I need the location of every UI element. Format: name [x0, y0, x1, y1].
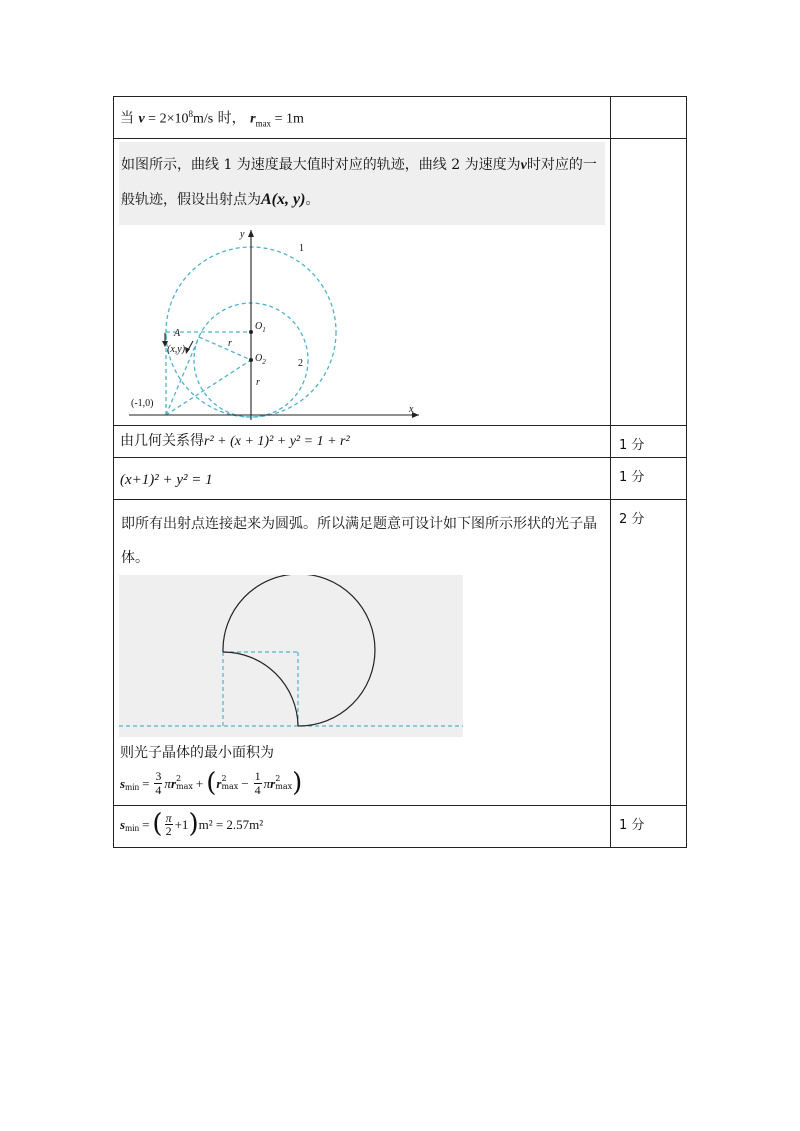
dash-origin-to-O2: [166, 360, 251, 415]
row6-right-paren: ): [188, 809, 199, 839]
row6-score: 1 分: [619, 818, 645, 833]
row3-formula: [114, 426, 610, 451]
row3-prefix: 由几何关系得: [120, 433, 204, 449]
label-origin: (-1,0): [131, 398, 154, 409]
label-y: y: [240, 229, 245, 240]
row2-text: [119, 142, 605, 225]
row6-score-cell: [611, 806, 687, 848]
point-O2: [249, 358, 253, 362]
row6-equals: =: [142, 816, 150, 832]
row5-score-cell: [611, 500, 687, 806]
dash-A-to-O2: [199, 337, 251, 360]
fraction-pi-2: $\frac{\pi}{2}$: [165, 810, 172, 839]
label-r1: r: [228, 338, 232, 349]
row1-score: [611, 97, 687, 139]
minus-sign: −: [241, 775, 249, 791]
row4-formula: [114, 458, 610, 489]
outer-arc: [223, 575, 375, 726]
y-axis-arrowhead: [248, 230, 254, 237]
row4-equation: (x+1)² + y² = 1: [120, 472, 213, 488]
trajectory-figure: [119, 225, 439, 425]
row6-s-subscript: min: [125, 823, 140, 834]
row2-line1-end: 时对应的一: [526, 157, 597, 173]
row2-line2-end: 。: [305, 192, 320, 208]
label-O2: $O_2$: [255, 353, 266, 366]
row3-score-cell: [611, 426, 687, 458]
row3-equation: r² + (x + 1)² + y² = 1 + r²: [204, 434, 350, 449]
area-formula: s $_{min}$ = $\frac{3}{4}$ π r 2 max + ( r 2 max − $\frac{1}{4}$ π r 2 max ): [120, 767, 303, 798]
row1-prefix: 当: [120, 110, 134, 127]
row6-s-symbol: s: [120, 816, 126, 832]
area-label: 则光子晶体的最小面积为: [120, 745, 274, 761]
fraction-3-4: $\frac{3}{4}$: [155, 769, 162, 797]
row6-left-paren: (: [152, 809, 163, 839]
label-O1: $O_1$: [255, 321, 266, 334]
v-symbol: v: [138, 111, 145, 127]
r-subscript: max: [255, 118, 272, 129]
row1-eq1: = 2×10: [144, 111, 189, 127]
right-paren: ): [292, 767, 303, 798]
row2-main: [114, 139, 611, 426]
row1-main: [114, 97, 611, 139]
s-subscript: min: [125, 781, 140, 792]
row3-main: [114, 426, 611, 458]
row1-formula: [114, 97, 610, 129]
label-A: A: [174, 328, 181, 339]
left-paren: (: [206, 767, 217, 798]
row2-score: [611, 139, 687, 426]
r-symbol: r: [250, 111, 256, 127]
r-symbol-1: r: [170, 775, 176, 791]
crystal-shape-figure: [119, 575, 463, 737]
row6-plus-one: +1: [174, 816, 189, 832]
row3-score: 1 分: [619, 438, 645, 453]
row5-score: 2 分: [619, 512, 645, 527]
row4-score: 1 分: [619, 470, 645, 485]
label-r2: r: [256, 377, 260, 388]
label-curve-1: 1: [299, 243, 304, 254]
row2-v-symbol: v: [520, 158, 527, 173]
row2-line1: 如图所示，曲线 1 为速度最大值时对应的轨迹，曲线 2 为速度为: [121, 157, 521, 173]
inner-quarter-arc: [223, 652, 298, 726]
row4-main: [114, 458, 611, 500]
r-symbol-2: r: [216, 775, 222, 791]
point-O1: [249, 330, 253, 334]
row4-score-cell: [611, 458, 687, 500]
row5-main: [114, 500, 611, 806]
answer-table: [113, 96, 687, 848]
row6-main: [114, 806, 611, 848]
r-symbol-3: r: [270, 775, 276, 791]
row6-formula: [114, 806, 610, 840]
row5-line2: 体。: [121, 550, 149, 566]
row6-result: m² = 2.57m²: [198, 816, 264, 832]
label-x: x: [409, 404, 414, 415]
fraction-1-4: $\frac{1}{4}$: [254, 769, 261, 797]
point-A-expression: A(x, y): [261, 191, 306, 208]
pi-symbol-2: π: [263, 775, 271, 791]
row5-text: [119, 503, 605, 575]
label-curve-2: 2: [298, 358, 303, 369]
equals-sign: =: [142, 775, 150, 791]
pi-symbol-1: π: [164, 775, 171, 791]
label-xy: (x,y): [167, 344, 186, 355]
plus-sign: +: [195, 775, 204, 791]
row1-unit: m/s: [192, 111, 214, 127]
row1-exponent: 8: [188, 109, 193, 119]
row5-line1: 即所有出射点连接起来为圆弧。所以满足题意可设计如下图所示形状的光子晶: [121, 516, 597, 532]
row2-line2: 般轨迹，假设出射点为: [121, 192, 261, 208]
row1-mid: 时，: [213, 110, 246, 127]
row1-eq2: = 1m: [271, 111, 304, 127]
s-symbol: s: [120, 775, 126, 791]
